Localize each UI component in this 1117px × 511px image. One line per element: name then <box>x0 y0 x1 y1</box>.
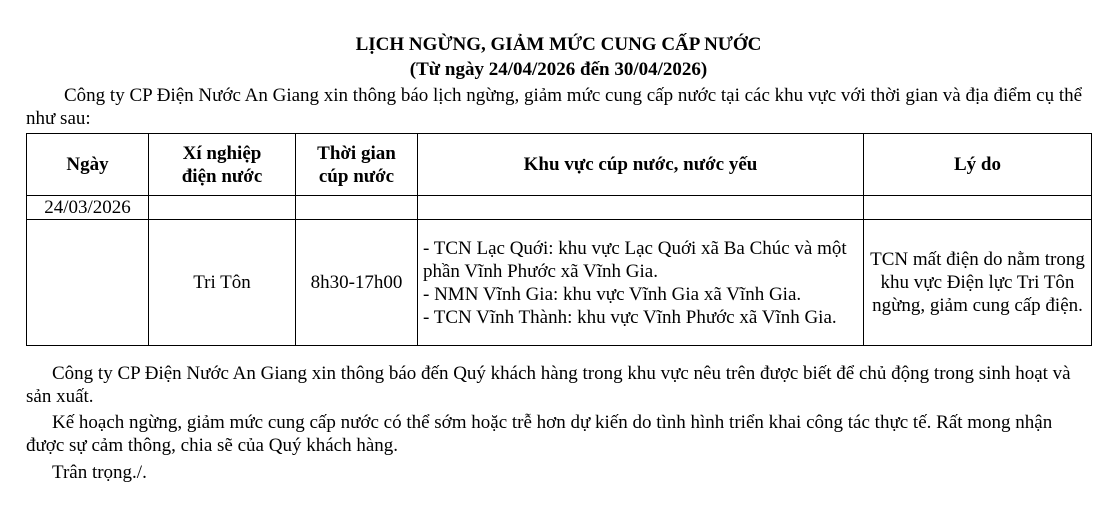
area-item: - NMN Vĩnh Gia: khu vực Vĩnh Gia xã Vĩnh Gia. <box>423 283 802 305</box>
document-title: LỊCH NGỪNG, GIẢM MỨC CUNG CẤP NƯỚC <box>355 34 762 55</box>
cell-date: 24/03/2026 <box>27 196 149 220</box>
cell-empty <box>149 196 296 220</box>
footer-closing: Trân trọng./. <box>52 462 147 483</box>
header-reason: Lý do <box>864 134 1092 196</box>
intro-paragraph: Công ty CP Điện Nước An Giang xin thông báo lịch ngừng, giảm mức cung cấp nước tại các khu vực với thời gian và địa điểm cụ thể như sau: <box>26 85 1083 129</box>
footer-paragraph-plan: Kế hoạch ngừng, giảm mức cung cấp nước có thể sớm hoặc trễ hơn dự kiến do tình hình triển khai công tác thực tế. Rất mong nhận được sự cảm thông, chia sẽ của Quý khách hàng. <box>26 412 1053 456</box>
cell-reason: TCN mất điện do nằm trong khu vực Điện lực Tri Tôn ngừng, giảm cung cấp điện. <box>864 220 1092 346</box>
cell-empty <box>864 196 1092 220</box>
header-area: Khu vực cúp nước, nước yếu <box>418 134 864 196</box>
area-item: - TCN Vĩnh Thành: khu vực Vĩnh Phước xã Vĩnh Gia. <box>423 306 837 328</box>
header-enterprise-line1: Xí nghiệp <box>182 142 262 164</box>
header-date: Ngày <box>27 134 149 196</box>
schedule-table <box>26 133 1092 346</box>
table-row-detail <box>27 220 1092 346</box>
document-subtitle: (Từ ngày 24/04/2026 đến 30/04/2026) <box>409 59 708 80</box>
footer-paragraph-notice: Công ty CP Điện Nước An Giang xin thông báo đến Quý khách hàng trong khu vực nêu trên được biết để chủ động trong sinh hoạt và sản xuất. <box>26 363 1071 407</box>
header-enterprise <box>149 134 296 196</box>
cell-areas <box>418 220 864 346</box>
header-time-line2: cúp nước <box>318 165 395 187</box>
cell-empty <box>27 220 149 346</box>
header-time-line1: Thời gian <box>317 142 396 164</box>
area-item: - TCN Lạc Quới: khu vực Lạc Quới xã Ba Chúc và một phần Vĩnh Phước xã Vĩnh Gia. <box>423 237 847 282</box>
cell-empty <box>296 196 418 220</box>
table-header-row <box>27 134 1092 196</box>
header-time <box>296 134 418 196</box>
cell-enterprise: Tri Tôn <box>149 220 296 346</box>
cell-time: 8h30-17h00 <box>296 220 418 346</box>
header-enterprise-line2: điện nước <box>181 165 263 187</box>
cell-empty <box>418 196 864 220</box>
table-row-date <box>27 196 1092 220</box>
